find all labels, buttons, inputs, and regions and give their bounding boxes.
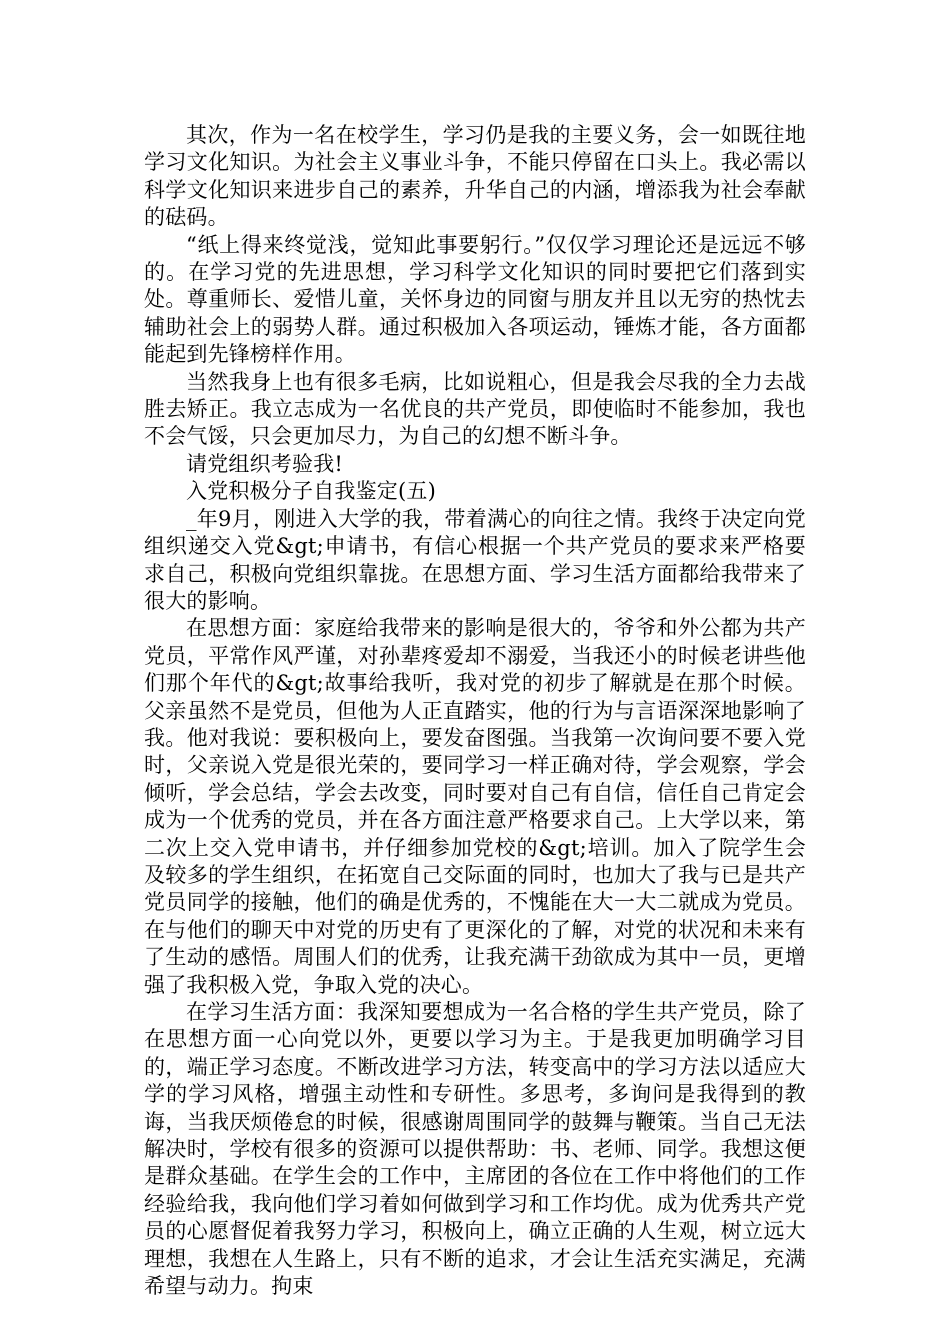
paragraph-shortcomings: 当然我身上也有很多毛病，比如说粗心，但是我会尽我的全力去战胜去矫正。我立志成为一名优良的共产党员，即使临时不能参加，我也不会气馁，只会更加尽力，为自己的幻想不断斗争。 [144, 369, 806, 449]
paragraph-study-duty: 其次，作为一名在校学生，学习仍是我的主要义务，会一如既往地学习文化知识。为社会主义事业斗争，不能只停留在口头上。我必需以科学文化知识来进步自己的素养，升华自己的内涵，增添我为社会奉献的砝码。 [144, 123, 806, 230]
section-heading: 入党积极分子自我鉴定(五) [186, 479, 436, 504]
paragraph-thought-aspect: 在思想方面：家庭给我带来的影响是很大的，爷爷和外公都为共产党员，平常作风严谨，对孙辈疼爱却不溺爱，当我还小的时候老讲些他们那个年代的&gt;故事给我听，我对党的初步了解就是在那个时候。父亲虽然不是党员，但他为人正直踏实，他的行为与言语深深地影响了我。他对我说：要积极向上，要发奋图强。当我第一次询问要不要入党时，父亲说入党是很光荣的，要同学习一样正确对待，学会观察，学会倾听，学会总结，学会去改变，同时要对自己有自信，信任自己肯定会成为一个优秀的党员，并在各方面注意严格要求自己。上大学以来，第二次上交入党申请书，并仔细参加党校的&gt;培训。加入了院学生会及较多的学生组织，在拓宽自己交际面的同时，也加大了我与已是共产党员同学的接触，他们的确是优秀的，不愧能在大一大二就成为党员。在与他们的聊天中对党的历史有了更深化的了解，对党的状况和未来有了生动的感悟。周围人们的优秀，让我充满干劲欲成为其中一员，更增强了我积极入党，争取入党的决心。 [144, 616, 806, 997]
document-page [144, 122, 806, 1300]
paragraph-study-life-aspect: 在学习生活方面：我深知要想成为一名合格的学生共产党员，除了在思想方面一心向党以外，更要以学习为主。于是我更加明确学习目的，端正学习态度。不断改进学习方法，转变高中的学习方法以适应大学的学习风格，增强主动性和专研性。多思考，多询问是我得到的教诲，当我厌烦倦怠的时候，很感谢周围同学的鼓舞与鞭策。当自己无法解决时，学校有很多的资源可以提供帮助：书、老师、同学。我想这便是群众基础。在学生会的工作中，主席团的各位在工作中将他们的工作经验给我，我向他们学习着如何做到学习和工作均优。成为优秀共产党员的心愿督促着我努力学习，积极向上，确立正确的人生观，树立远大理想，我想在人生路上，只有不断的追求，才会让生活充实满足，充满希望与动力。拘束 [144, 1000, 806, 1299]
paragraph-practice: “纸上得来终觉浅，觉知此事要躬行。”仅仅学习理论还是远远不够的。在学习党的先进思想，学习科学文化知识的同时要把它们落到实处。尊重师长、爱惜儿童，关怀身边的同窗与朋友并且以无穷的热忱去辅助社会上的弱势人群。通过积极加入各项运动，锤炼才能，各方面都能起到先锋榜样作用。 [144, 232, 806, 367]
paragraph-closing-request: 请党组织考验我! [186, 451, 344, 476]
paragraph-entering-university: _年9月，刚进入大学的我，带着满心的向往之情。我终于决定向党组织递交入党&gt;申请书，有信心根据一个共产党员的要求来严格要求自己，积极向党组织靠拢。在思想方面、学习生活方面都给我带来了很大的影响。 [144, 506, 806, 613]
